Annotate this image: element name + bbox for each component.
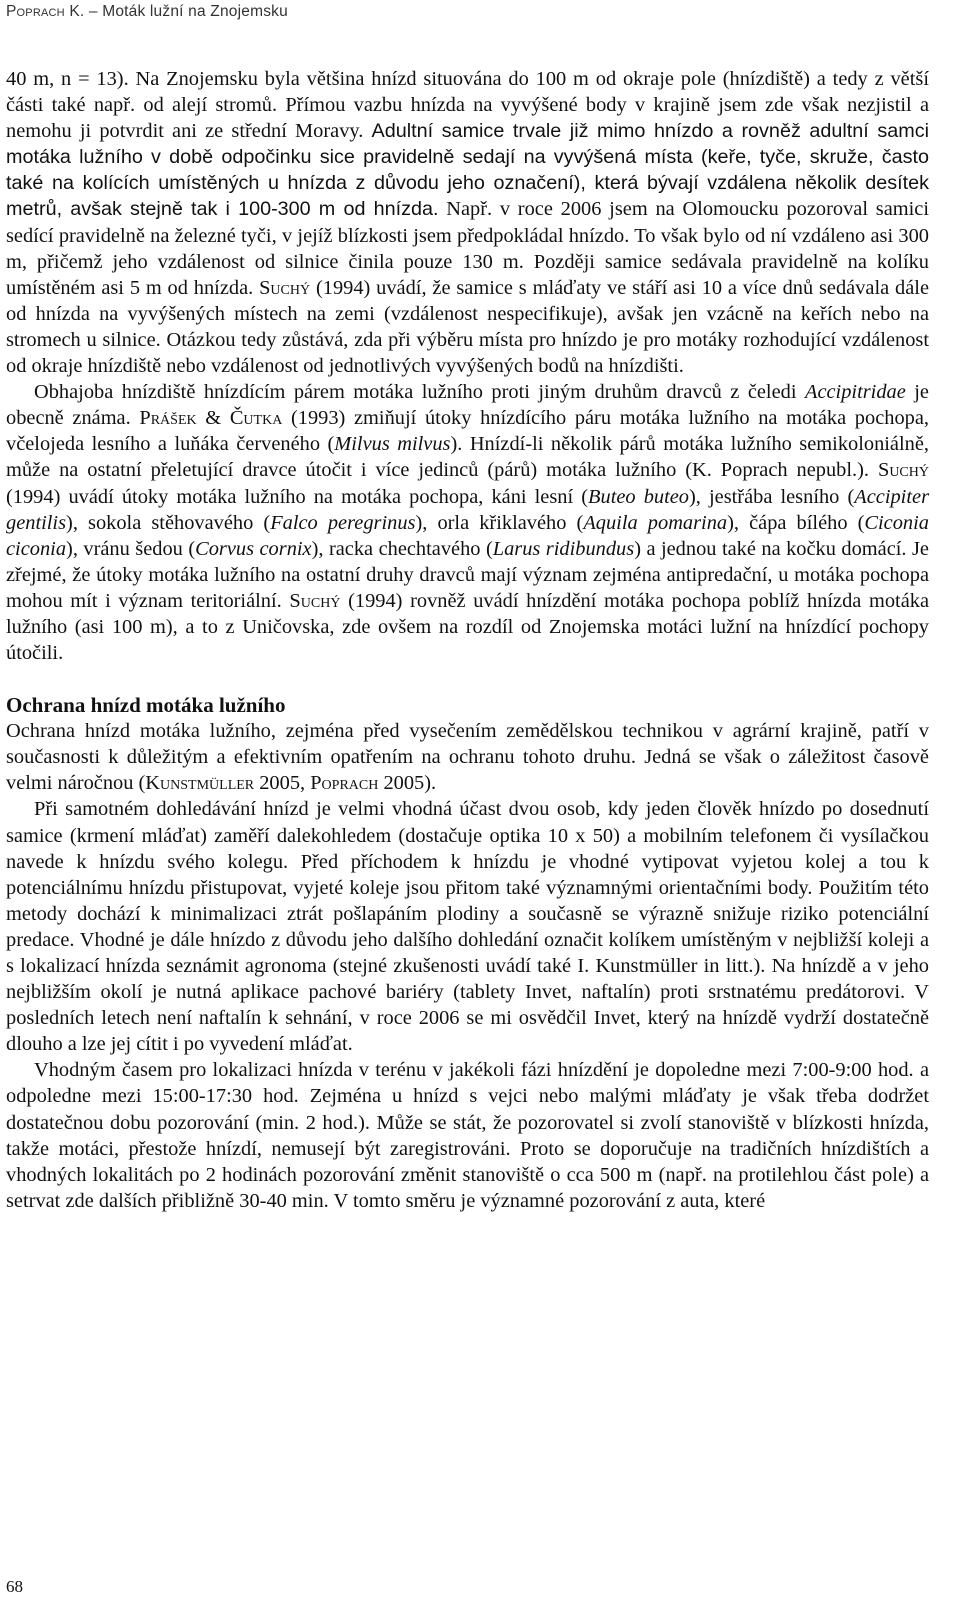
running-header bbox=[6, 3, 288, 21]
taxon-name: Larus ridibundus bbox=[492, 537, 635, 560]
text-run: Např. v roce 2006 jsem na Olomoucku pozoroval samici sedící pravidelně na železné tyči, v jejíž blízkosti jsem předpokládal hnízdo. To však bylo od ní vzdáleno asi 300 m, přičemž jeho vzdálenost od silnice činila pouze 130 m. Později samice sedávala pravidelně na kolíku umístěném asi 5 m od hnízda. bbox=[6, 198, 929, 299]
header-author-suffix: K. – bbox=[64, 3, 103, 20]
text-run: ), racka chechtavého ( bbox=[311, 537, 493, 560]
text-run-sans: Adultní samice trvale již mimo hnízdo a rovněž adultní samci motáka lužního v době odpočinku sice pravidelně sedají na vyvýšená místa (keře, tyče, skruže, často také na kolících umístěných u hnízda z důvodu jeho označení), která bývají vzdálena několik desítek metrů, avšak stejně tak i 100-300 m od hnízda. bbox=[6, 120, 929, 221]
text-run: 40 m, n = 13). Na Znojemsku byla většina hnízd situována do 100 m od okraje pole (hnízdiště) a tedy z větší části také např. od alejí stromů. Přímou vazbu hnízda na vyvýšené body v krajině jsem zde však nezjistil a nemohu ji potvrdit ani ze střední Moravy. bbox=[6, 68, 929, 143]
article-body bbox=[6, 66, 929, 1214]
text-run: 2005, bbox=[254, 772, 311, 795]
text-run: Ochrana hnízd motáka lužního, zejména před vysečením zemědělskou technikou v agrární krajině, patří v současnosti k důležitým a efektivním opatřením na ochranu tohoto druhu. Jedná se však o záležitost časově velmi náročnou ( bbox=[6, 720, 929, 795]
header-author: Poprach bbox=[6, 3, 65, 20]
text-run: Obhajoba hnízdiště hnízdícím párem motáka lužního proti jiným druhům dravců z čeledi bbox=[34, 381, 805, 404]
text-run: (1994) rovněž uvádí hnízdění motáka pochopa poblíž hnízda motáka lužního (asi 100 m), a to z Uničovska, zde ovšem na rozdíl od Znojemska motáci lužní na hnízdící pochopy útočili. bbox=[6, 589, 929, 665]
section-heading: Ochrana hnízd motáka lužního bbox=[6, 693, 286, 718]
citation-author: Suchý bbox=[289, 589, 341, 612]
taxon-name: Accipiter gentilis bbox=[6, 485, 929, 534]
taxon-name: Corvus cornix bbox=[195, 537, 312, 560]
text-run: ). Hnízdí-li několik párů motáka lužního semikoloniálně, může na ostatní přeletující dravce útočit i více jedinců (párů) motáka lužního (K. Poprach nepubl.). bbox=[6, 433, 929, 482]
text-run: & bbox=[196, 407, 230, 430]
citation-author: Suchý bbox=[877, 459, 929, 482]
header-title: Moták lužní na Znojemsku bbox=[102, 3, 288, 20]
paragraph-nest-search: Při samotném dohledávání hnízd je velmi vhodná účast dvou osob, kdy jeden člověk hnízdo po dosednutí samice (krmení mláďat) zaměří dalekohledem (dostačuje optika 10 x 50) a mobilním telefonem či vysílačkou navede k hnízdu svého kolegu. Před příchodem k hnízdu je vhodné vytipovat vyjetou kolej a tou k potenciálnímu hnízdu přistupovat, vyjeté koleje jsou přitom také významnými orientačními body. Použitím této metody dochází k minimalizaci ztrát pošlapáním plodiny a současně se výrazně snižuje riziko potenciální predace. Vhodné je dále hnízdo z důvodu jeho dalšího dohledání označit kolíkem umístěným v nejbližší koleji a s lokalizací hnízda seznámit agronoma (stejné zkušenosti uvádí také I. Kunstmüller in litt.). Na hnízdě a v jeho nejbližším okolí je nutná aplikace pachové bariéry (tablety Invet, naftalín) proti srstnatému predátorovi. V posledních letech není naftalín k sehnání, v roce 2006 se mi osvědčil Invet, který na hnízdě vydrží dostatečně dlouho a lze jej cítit i po vyvedení mláďat. bbox=[6, 798, 929, 1056]
citation-author: Poprach bbox=[310, 772, 379, 795]
taxon-name: Ciconia ciconia bbox=[6, 511, 929, 560]
text-run: ), čápa bílého ( bbox=[727, 511, 865, 534]
text-run: je obecně známa. bbox=[6, 381, 929, 430]
taxon-name: Falco peregrinus bbox=[270, 511, 416, 534]
citation-author: Kunstmüller bbox=[145, 772, 255, 795]
citation-author: Čutka bbox=[229, 407, 283, 430]
paragraph-nest-defense bbox=[6, 379, 929, 666]
text-run: (1993) zmiňují útoky hnízdícího páru motáka lužního na motáka pochopa, včelojeda lesního a luňáka červeného ( bbox=[6, 407, 929, 456]
citation-author: Prášek bbox=[139, 407, 197, 430]
taxon-name: Milvus milvus bbox=[334, 433, 451, 456]
taxon-name: Aquila pomarina bbox=[583, 511, 728, 534]
taxon-name: Buteo buteo bbox=[588, 485, 689, 508]
text-run: ), orla křiklavého ( bbox=[415, 511, 584, 534]
text-run: ), jestřába lesního ( bbox=[689, 485, 855, 508]
text-run: (1994) uvádí útoky motáka lužního na motáka pochopa, káni lesní ( bbox=[6, 485, 589, 508]
text-run: (1994) uvádí, že samice s mláďaty ve stáří asi 10 a více dnů sedávala dále od hnízda na vyvýšených místech na zemi (vzdálenost nespecifikuje), avšak jen vzácně na keřích nebo na stromech u silnice. Otázkou tedy zůstává, zda při výběru místa pro hnízdo je pro motáky rozhodující vzdálenost od okraje hnízdiště nebo vzdálenost od jednotlivých vyvýšených bodů na hnízdišti. bbox=[6, 276, 929, 378]
taxon-name: Accipitridae bbox=[805, 381, 906, 404]
text-run: ), vránu šedou ( bbox=[66, 537, 196, 560]
paragraph-protection-intro bbox=[6, 718, 929, 796]
page-number: 68 bbox=[6, 1577, 23, 1596]
text-run: ), sokola stěhovavého ( bbox=[66, 511, 271, 534]
text-run: ) a jednou také na kočku domácí. Je zřejmé, že útoky motáka lužního na ostatní druhy dravců mají význam zejména antipredační, u motáka pochopa mohou mít i význam teritoriální. bbox=[6, 537, 929, 612]
text-run: 2005). bbox=[378, 772, 437, 795]
paragraph-nest-location bbox=[6, 66, 929, 379]
paragraph-observation-time: Vhodným časem pro lokalizaci hnízda v terénu v jakékoli fázi hnízdění je dopoledne mezi 7:00-9:00 hod. a odpoledne mezi 15:00-17:30 hod. Zejména u hnízd s vejci nebo malými mláďaty je však třeba dodržet dostatečnou dobu pozorování (min. 2 hod.). Může se stát, že pozorovatel si zvolí stanoviště v blízkosti hnízda, takže motáci, přestože hnízdí, nemusejí být zaregistrováni. Proto se doporučuje na tradičních hnízdištích a vhodných lokalitách po 2 hodinách pozorování změnit stanoviště o cca 500 m (např. na protilehlou část pole) a setrvat zde dalších přibližně 30-40 min. V tomto směru je významné pozorování z auta, které bbox=[6, 1059, 929, 1212]
citation-author: Suchý bbox=[259, 276, 311, 299]
